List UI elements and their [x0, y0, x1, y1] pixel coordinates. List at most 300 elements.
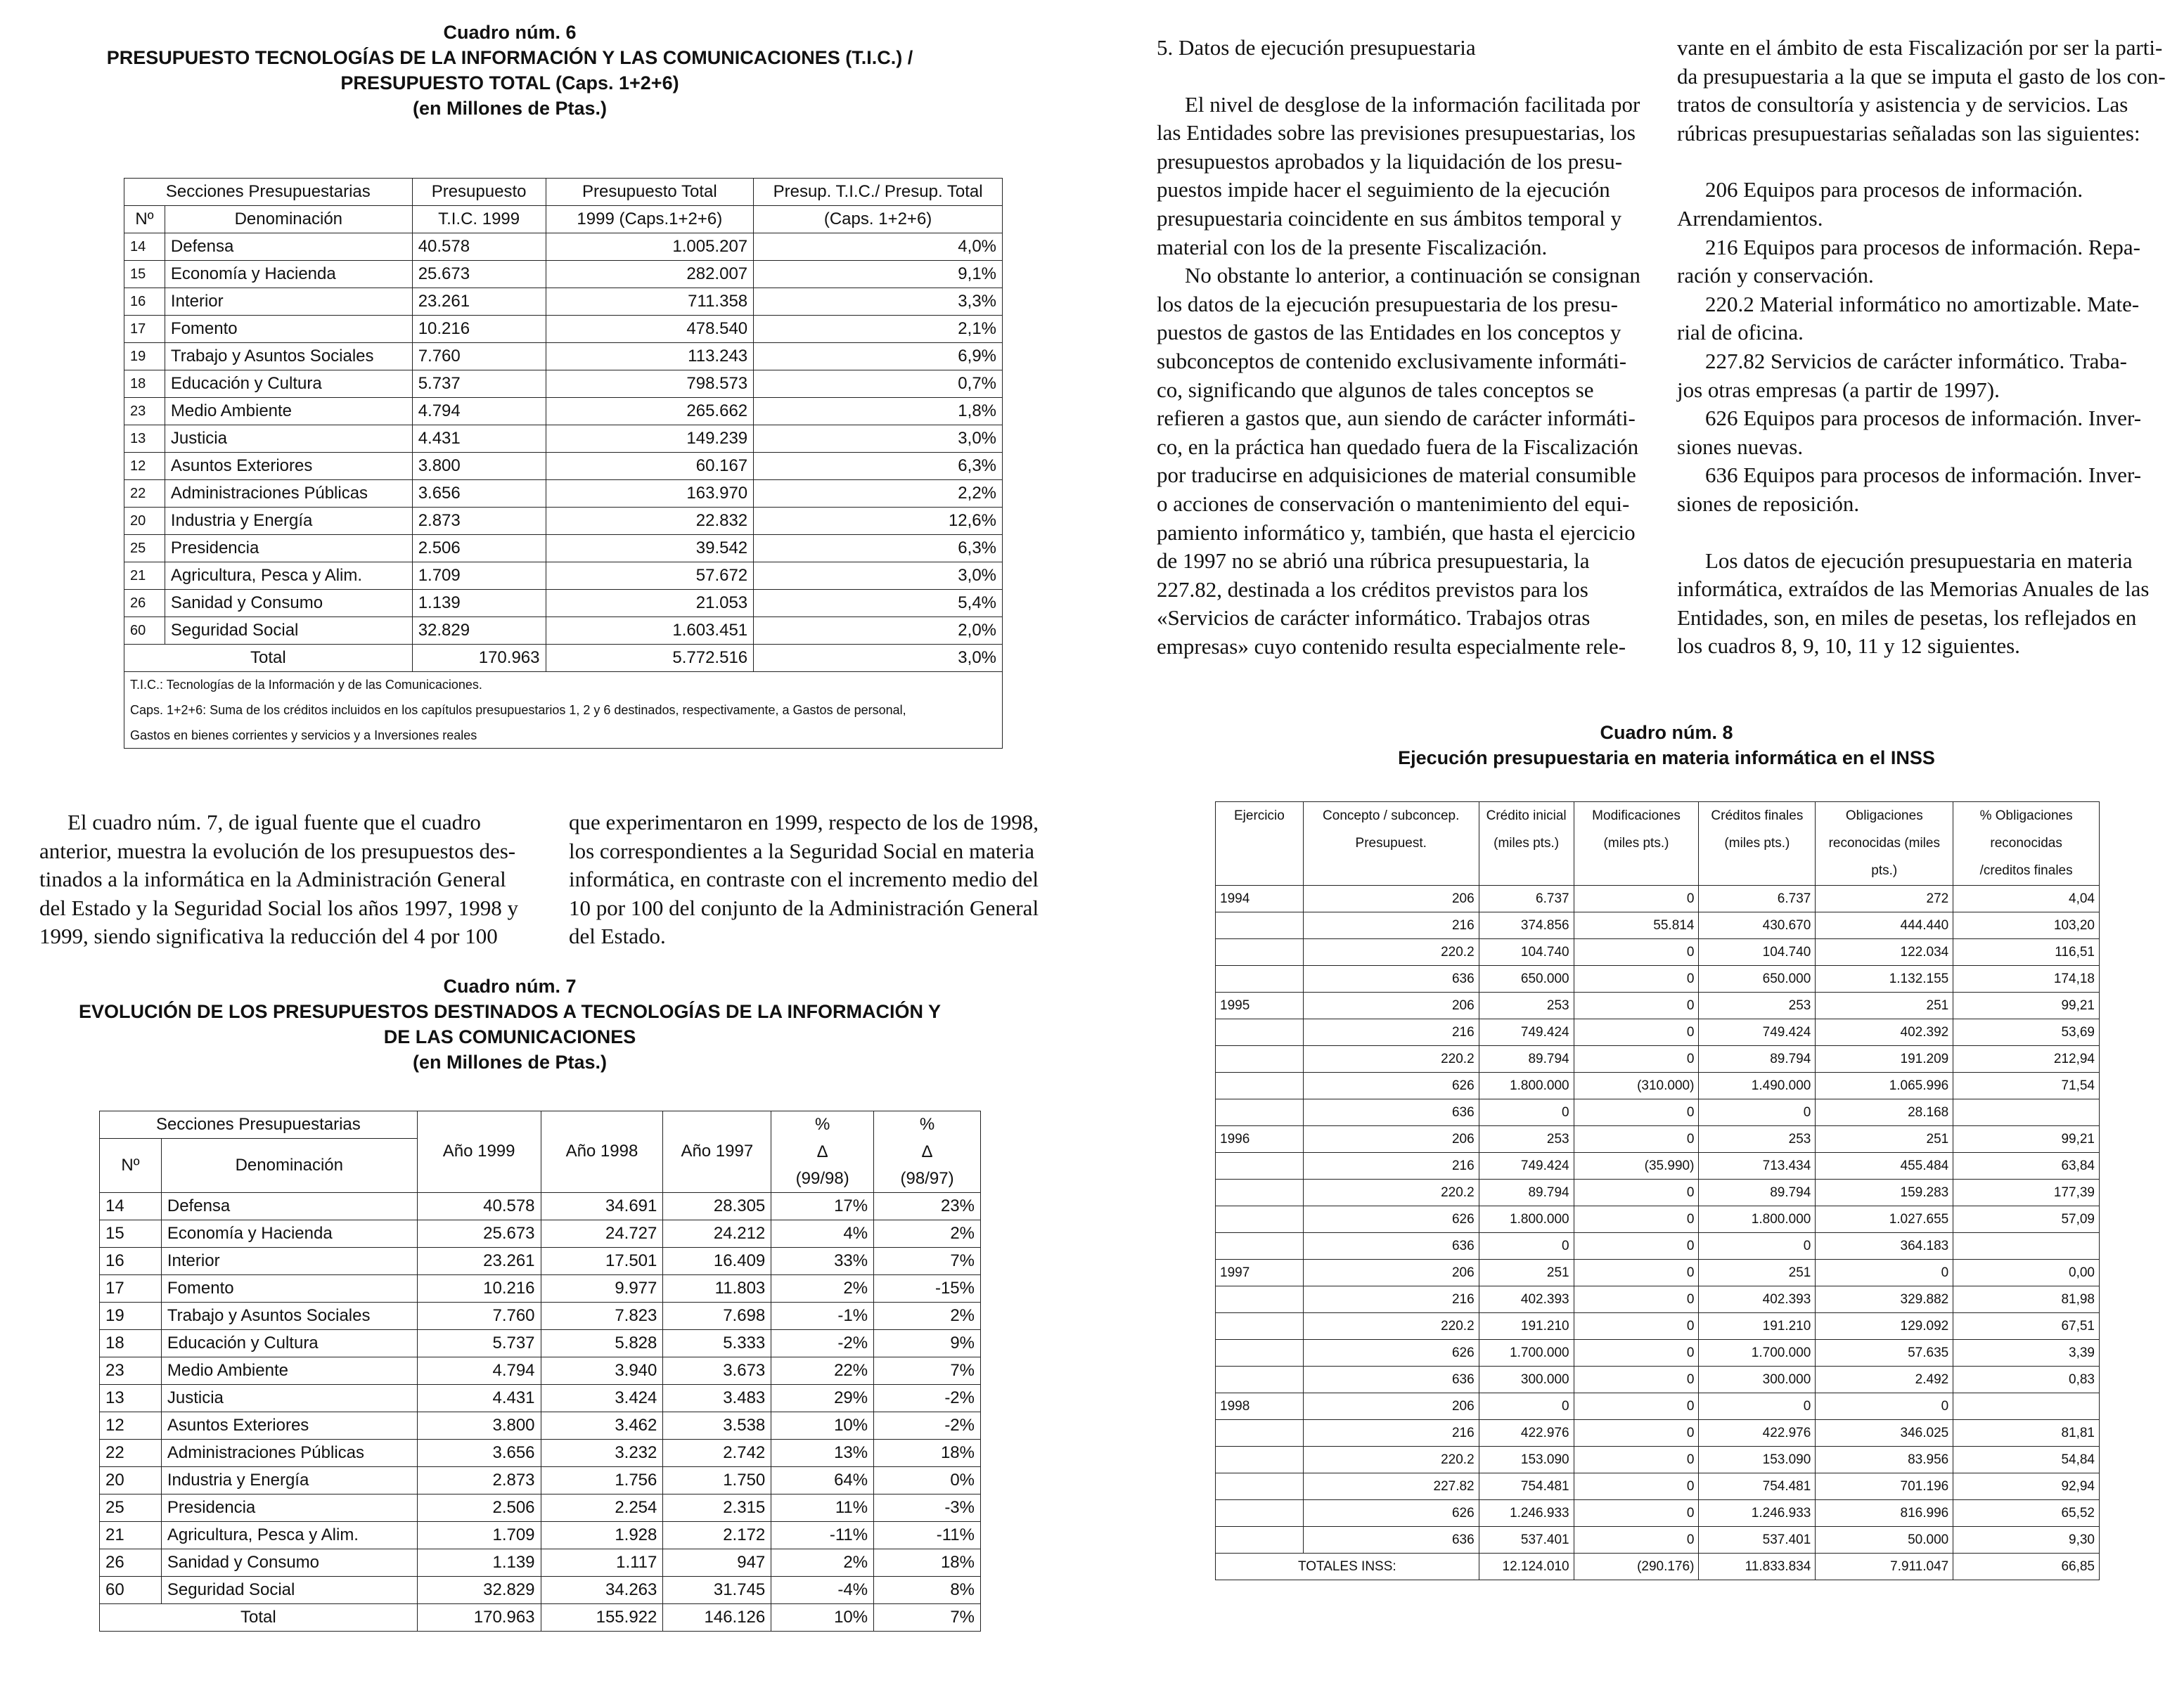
- table-row: [1216, 1447, 2100, 1473]
- table-cell: 22%: [771, 1357, 874, 1384]
- table-row: [100, 1576, 981, 1603]
- text-line: tinados a la informática en la Administración General: [39, 867, 506, 892]
- table-cell: 4.431: [412, 425, 546, 453]
- table-cell: 212,94: [1953, 1046, 2100, 1073]
- table-cell: 0: [1574, 1447, 1699, 1473]
- table-cell: 1.246.933: [1479, 1500, 1574, 1527]
- table-cell: 99,21: [1953, 993, 2100, 1019]
- table-row: [124, 590, 1003, 617]
- table-cell: 0: [1574, 1260, 1699, 1286]
- section5-column-2: [1677, 34, 2169, 661]
- table-cell: Administraciones Públicas: [165, 480, 412, 508]
- table-cell: 0: [1574, 1019, 1699, 1046]
- table-cell: 17.501: [541, 1247, 663, 1274]
- text-line: Entidades, son, en miles de pesetas, los reflejados en: [1677, 605, 2137, 630]
- table-cell: 10.216: [412, 316, 546, 343]
- table-note: Gastos en bienes corrientes y servicios y a Inversiones reales: [124, 723, 1003, 749]
- table-cell: 3,3%: [754, 288, 1003, 316]
- table-cell: 191.209: [1816, 1046, 1953, 1073]
- table-row: [124, 261, 1003, 288]
- column-header: %: [874, 1111, 981, 1139]
- table-cell: 0: [1574, 1046, 1699, 1073]
- table-cell: 63,84: [1953, 1153, 2100, 1180]
- table-row: [100, 1384, 981, 1412]
- table-cell: 749.424: [1699, 1019, 1816, 1046]
- table-cell: 374.856: [1479, 912, 1574, 939]
- text-line: de 1997 no se abrió una rúbrica presupuestaria, la: [1157, 548, 1590, 574]
- table-cell: 7%: [874, 1603, 981, 1631]
- table-row: [1216, 1099, 2100, 1126]
- text-line: o acciones de conservación o mantenimiento del equi-: [1157, 491, 1630, 516]
- table-cell: 57.672: [546, 562, 754, 590]
- column-header: Secciones Presupuestarias: [124, 179, 413, 206]
- table-cell: [1216, 1180, 1304, 1206]
- cuadro7-title-line: (en Millones de Ptas.): [412, 1052, 608, 1073]
- table-cell: 636: [1303, 1527, 1479, 1554]
- text-line: presupuestos aprobados y la liquidación de los presu-: [1157, 148, 1623, 174]
- table-cell: 9,1%: [754, 261, 1003, 288]
- table-row: [100, 1357, 981, 1384]
- table-row: [124, 316, 1003, 343]
- table-cell: Defensa: [165, 233, 412, 261]
- table-cell: 18: [124, 370, 165, 398]
- text-line: subconceptos de contenido exclusivamente informáti-: [1157, 348, 1627, 373]
- table-row: [100, 1494, 981, 1521]
- table-cell: 1.700.000: [1479, 1340, 1574, 1367]
- table-cell: 2.492: [1816, 1367, 1953, 1393]
- table-cell: 18%: [874, 1439, 981, 1466]
- table-cell: 265.662: [546, 398, 754, 425]
- table-cell: 23.261: [417, 1247, 541, 1274]
- table-cell: 8%: [874, 1576, 981, 1603]
- table-cell: [1216, 1420, 1304, 1447]
- table-cell: Educación y Cultura: [165, 370, 412, 398]
- table-cell: 23.261: [412, 288, 546, 316]
- table-cell: 206: [1303, 1126, 1479, 1153]
- table-cell: [1216, 1046, 1304, 1073]
- table-cell: -11%: [874, 1521, 981, 1549]
- table-cell: (290.176): [1574, 1554, 1699, 1580]
- text-line: 227.82, destinada a los créditos previstos para los: [1157, 576, 1588, 602]
- table-cell: -4%: [771, 1576, 874, 1603]
- table-cell: -11%: [771, 1521, 874, 1549]
- column-header: Denominación: [165, 206, 412, 233]
- table-row: [124, 398, 1003, 425]
- table-cell: 220.2: [1303, 1180, 1479, 1206]
- table-cell: 15: [124, 261, 165, 288]
- table-cell: 153.090: [1479, 1447, 1574, 1473]
- table-cell: 14: [124, 233, 165, 261]
- table-cell: 81,98: [1953, 1286, 2100, 1313]
- table-cell: 626: [1303, 1073, 1479, 1099]
- table-cell: 60: [100, 1576, 162, 1603]
- table-cell: 3.538: [663, 1412, 771, 1439]
- column-header: (98/97): [874, 1166, 981, 1193]
- column-header-line: Créditos finales: [1711, 808, 1804, 823]
- cuadro7-title: [77, 974, 942, 1075]
- table-cell: 89.794: [1479, 1180, 1574, 1206]
- table-cell: 4.794: [412, 398, 546, 425]
- table-cell: 104.740: [1699, 939, 1816, 966]
- cuadro6-title-line: PRESUPUESTO TECNOLOGÍAS DE LA INFORMACIÓN Y LAS COMUNICACIONES (T.I.C.) /: [106, 47, 913, 68]
- cuadro8-title: [1209, 720, 2124, 770]
- table-cell: 25.673: [417, 1220, 541, 1247]
- column-header: [1699, 802, 1816, 886]
- cuadro6-title-line: PRESUPUESTO TOTAL (Caps. 1+2+6): [340, 72, 679, 93]
- table-cell: 3,0%: [754, 562, 1003, 590]
- cuadro6-title: [77, 20, 942, 121]
- table-cell: Trabajo y Asuntos Sociales: [161, 1302, 417, 1329]
- rubrica-line: 626 Equipos para procesos de información. Inver-: [1705, 406, 2142, 431]
- table-cell: 177,39: [1953, 1180, 2100, 1206]
- table-cell: [1216, 1367, 1304, 1393]
- table-cell: Economía y Hacienda: [165, 261, 412, 288]
- text-line: «Servicios de carácter informático. Trabajos otras: [1157, 605, 1591, 631]
- table-cell: 364.183: [1816, 1233, 1953, 1260]
- table-cell: 1.928: [541, 1521, 663, 1549]
- table-cell: 3.656: [417, 1439, 541, 1466]
- table-cell: 66,85: [1953, 1554, 2100, 1580]
- table-cell: 0: [1574, 1286, 1699, 1313]
- table-cell: 0: [1479, 1233, 1574, 1260]
- table-cell: 220.2: [1303, 1447, 1479, 1473]
- table-note-row: [124, 672, 1003, 698]
- table-cell: [1216, 1447, 1304, 1473]
- table-cell: 31.745: [663, 1576, 771, 1603]
- table-cell: 947: [663, 1549, 771, 1576]
- table-cell: 10.216: [417, 1274, 541, 1302]
- table-cell: 10%: [771, 1412, 874, 1439]
- table-cell: 206: [1303, 1393, 1479, 1420]
- table-cell: Sanidad y Consumo: [161, 1549, 417, 1576]
- table-cell: 3.656: [412, 480, 546, 508]
- table-cell: 402.393: [1699, 1286, 1816, 1313]
- table-row: [1216, 1046, 2100, 1073]
- table-cell: 29%: [771, 1384, 874, 1412]
- table-cell: 21: [100, 1521, 162, 1549]
- table-cell: 1.005.207: [546, 233, 754, 261]
- table-cell: 2.506: [412, 535, 546, 562]
- table-cell: 1.246.933: [1699, 1500, 1816, 1527]
- table-cell: 422.976: [1479, 1420, 1574, 1447]
- text-line: da presupuestaria a la que se imputa el gasto de los con-: [1677, 63, 2166, 89]
- table-cell: [1216, 1099, 1304, 1126]
- table-row: [124, 425, 1003, 453]
- table-row: [100, 1247, 981, 1274]
- table-cell: 155.922: [541, 1603, 663, 1631]
- table-cell: 0: [1574, 1126, 1699, 1153]
- table-cell: 54,84: [1953, 1447, 2100, 1473]
- table-row: [1216, 1500, 2100, 1527]
- table-cell: 2.172: [663, 1521, 771, 1549]
- table-cell: 430.670: [1699, 912, 1816, 939]
- text-line: los datos de la ejecución presupuestaria de los presu-: [1157, 291, 1618, 316]
- rubrica-line: rial de oficina.: [1677, 320, 1804, 345]
- table-cell: 23: [100, 1357, 162, 1384]
- table-cell: 749.424: [1479, 1153, 1574, 1180]
- table-cell: Justicia: [165, 425, 412, 453]
- rubrica-line: 206 Equipos para procesos de información.: [1705, 177, 2083, 202]
- table-cell: 4.431: [417, 1384, 541, 1412]
- table-cell: 5.772.516: [546, 645, 754, 672]
- table-note: Caps. 1+2+6: Suma de los créditos incluidos en los capítulos presupuestarios 1, 2 y 6 destinados, respectivamente, a Gastos de personal,: [124, 697, 1003, 723]
- text-line: del Estado y la Seguridad Social los años 1997, 1998 y: [39, 895, 519, 920]
- column-header: T.I.C. 1999: [412, 206, 546, 233]
- table-cell: 20: [100, 1466, 162, 1494]
- table-cell: 6.737: [1479, 886, 1574, 912]
- table-cell: 2.315: [663, 1494, 771, 1521]
- column-header-line: Presupuest.: [1355, 836, 1427, 851]
- table-header-row: [124, 179, 1003, 206]
- table-cell: 206: [1303, 886, 1479, 912]
- column-header-line: pts.): [1871, 863, 1898, 878]
- rubrica-line: 216 Equipos para procesos de información. Repa-: [1705, 234, 2140, 259]
- table-cell: 92,94: [1953, 1473, 2100, 1500]
- table-cell: 5.828: [541, 1329, 663, 1357]
- text-line: presupuestaria coincidente en sus ámbitos temporal y: [1157, 205, 1622, 231]
- table-row: [1216, 1153, 2100, 1180]
- table-cell: 1.700.000: [1699, 1340, 1816, 1367]
- cuadro7-title-line: EVOLUCIÓN DE LOS PRESUPUESTOS DESTINADOS A TECNOLOGÍAS DE LA INFORMACIÓN Y: [78, 1001, 942, 1022]
- table-cell: 272: [1816, 886, 1953, 912]
- text-line: del Estado.: [569, 924, 666, 949]
- table-cell: 16: [100, 1247, 162, 1274]
- text-line: tratos de consultoría y asistencia y de servicios. Las: [1677, 92, 2128, 117]
- cuadro8-title-line: Ejecución presupuestaria en materia informática en el INSS: [1398, 747, 1935, 768]
- table-cell: 253: [1479, 1126, 1574, 1153]
- table-header-row: [1216, 802, 2100, 886]
- table-total-row: [100, 1603, 981, 1631]
- table-cell: 0: [1574, 1420, 1699, 1447]
- table-cell: 5,4%: [754, 590, 1003, 617]
- table-cell: 1.139: [412, 590, 546, 617]
- table-cell: 34.691: [541, 1192, 663, 1220]
- table-cell: 0: [1574, 1500, 1699, 1527]
- table-cell: 1.139: [417, 1549, 541, 1576]
- table-cell: [1216, 1286, 1304, 1313]
- table-cell: 626: [1303, 1500, 1479, 1527]
- table-cell: 2%: [771, 1549, 874, 1576]
- table-cell: 636: [1303, 1233, 1479, 1260]
- total-label: Total: [124, 645, 413, 672]
- table-cell: 24.212: [663, 1220, 771, 1247]
- column-header: [1816, 802, 1953, 886]
- table-cell: 9,30: [1953, 1527, 2100, 1554]
- table-cell: 22: [100, 1439, 162, 1466]
- table-cell: Agricultura, Pesca y Alim.: [161, 1521, 417, 1549]
- table-cell: 13: [124, 425, 165, 453]
- table-cell: 206: [1303, 993, 1479, 1019]
- table-cell: 0: [1574, 1206, 1699, 1233]
- table-cell: -3%: [874, 1494, 981, 1521]
- table-cell: 3,0%: [754, 645, 1003, 672]
- table-cell: 3.232: [541, 1439, 663, 1466]
- table-cell: 0: [1574, 939, 1699, 966]
- table-row: [1216, 1420, 2100, 1447]
- table-row: [124, 508, 1003, 535]
- table-cell: 626: [1303, 1206, 1479, 1233]
- table-cell: Sanidad y Consumo: [165, 590, 412, 617]
- table-cell: 2%: [874, 1302, 981, 1329]
- table-cell: 1.709: [412, 562, 546, 590]
- paragraph: [1677, 547, 2169, 661]
- column-header: Nº: [124, 206, 165, 233]
- text-line: material con los de la presente Fiscalización.: [1157, 234, 1548, 259]
- table-cell: [1216, 912, 1304, 939]
- table-cell: 3.940: [541, 1357, 663, 1384]
- column-header: Secciones Presupuestarias: [100, 1111, 418, 1139]
- table-cell: 1.750: [663, 1466, 771, 1494]
- column-header: Año 1997: [663, 1111, 771, 1193]
- table-cell: 10%: [771, 1603, 874, 1631]
- table-cell: 103,20: [1953, 912, 2100, 939]
- table-cell: -2%: [874, 1384, 981, 1412]
- table-cell: 60.167: [546, 453, 754, 480]
- table-cell: [1216, 939, 1304, 966]
- table-row: [100, 1274, 981, 1302]
- table-cell: Industria y Energía: [165, 508, 412, 535]
- column-header-line: Crédito inicial: [1486, 808, 1567, 823]
- table-cell: 3.424: [541, 1384, 663, 1412]
- rubrica-line: 227.82 Servicios de carácter informático. Traba-: [1705, 348, 2128, 373]
- table-cell: 7.760: [417, 1302, 541, 1329]
- table-cell: 28.168: [1816, 1099, 1953, 1126]
- table-cell: 23: [124, 398, 165, 425]
- table-cell: 4,04: [1953, 886, 2100, 912]
- text-line: co, significando que algunos de tales conceptos se: [1157, 377, 1594, 402]
- table-cell: [1953, 1099, 2100, 1126]
- table-cell: 16.409: [663, 1247, 771, 1274]
- column-header: %: [771, 1111, 874, 1139]
- cuadro7-intro-left: [39, 808, 542, 951]
- text-line: No obstante lo anterior, a continuación se consignan: [1185, 263, 1640, 288]
- table-cell: 34.263: [541, 1576, 663, 1603]
- paragraph: [1157, 262, 1649, 661]
- table-cell: 251: [1699, 1260, 1816, 1286]
- column-header-line: /creditos finales: [1979, 863, 2073, 878]
- table-cell: 216: [1303, 1153, 1479, 1180]
- table-cell: 6,9%: [754, 343, 1003, 370]
- table-cell: 81,81: [1953, 1420, 2100, 1447]
- table-row: [124, 233, 1003, 261]
- table-row: [1216, 1367, 2100, 1393]
- table-cell: 159.283: [1816, 1180, 1953, 1206]
- table-row: [1216, 1126, 2100, 1153]
- column-header: [1303, 802, 1479, 886]
- rubrica-line: 636 Equipos para procesos de información. Inver-: [1705, 463, 2142, 488]
- table-cell: 1.490.000: [1699, 1073, 1816, 1099]
- table-cell: 251: [1479, 1260, 1574, 1286]
- cuadro6-table: [124, 178, 1003, 749]
- table-cell: 0,7%: [754, 370, 1003, 398]
- table-cell: 32.829: [417, 1576, 541, 1603]
- table-cell: 163.970: [546, 480, 754, 508]
- table-cell: 14: [100, 1192, 162, 1220]
- column-header: Δ: [874, 1139, 981, 1166]
- column-header: Año 1998: [541, 1111, 663, 1193]
- table-cell: 0: [1574, 1233, 1699, 1260]
- table-cell: 26: [124, 590, 165, 617]
- column-header: Denominación: [161, 1139, 417, 1193]
- table-cell: 5.737: [412, 370, 546, 398]
- table-cell: 7.760: [412, 343, 546, 370]
- table-cell: 402.393: [1479, 1286, 1574, 1313]
- column-header: Año 1999: [417, 1111, 541, 1193]
- table-cell: 4.794: [417, 1357, 541, 1384]
- table-cell: [1216, 1340, 1304, 1367]
- table-cell: 149.239: [546, 425, 754, 453]
- table-cell: 227.82: [1303, 1473, 1479, 1500]
- table-cell: 1994: [1216, 886, 1304, 912]
- table-cell: 17%: [771, 1192, 874, 1220]
- table-cell: 220.2: [1303, 1313, 1479, 1340]
- table-cell: 0: [1479, 1099, 1574, 1126]
- table-cell: 0: [1574, 1313, 1699, 1340]
- text-line: 1999, siendo significativa la reducción del 4 por 100: [39, 924, 498, 949]
- table-cell: 537.401: [1479, 1527, 1574, 1554]
- table-cell: Medio Ambiente: [161, 1357, 417, 1384]
- table-cell: 0,00: [1953, 1260, 2100, 1286]
- table-cell: 40.578: [412, 233, 546, 261]
- table-cell: Seguridad Social: [165, 617, 412, 645]
- table-cell: Asuntos Exteriores: [161, 1412, 417, 1439]
- text-line: puestos impide hacer el seguimiento de la ejecución: [1157, 177, 1610, 202]
- table-cell: 3,0%: [754, 425, 1003, 453]
- column-header: Presup. T.I.C./ Presup. Total: [754, 179, 1003, 206]
- column-header-line: Concepto / subconcep.: [1323, 808, 1460, 823]
- table-cell: 26: [100, 1549, 162, 1576]
- table-cell: 6,3%: [754, 535, 1003, 562]
- table-cell: 15: [100, 1220, 162, 1247]
- table-cell: 0: [1574, 1527, 1699, 1554]
- paragraph: [1157, 91, 1649, 262]
- table-cell: [1216, 1206, 1304, 1233]
- table-cell: 19: [124, 343, 165, 370]
- table-cell: 57.635: [1816, 1340, 1953, 1367]
- table-cell: 13: [100, 1384, 162, 1412]
- cuadro8-table: [1215, 801, 2100, 1580]
- table-cell: 282.007: [546, 261, 754, 288]
- rubrica-line: ración y conservación.: [1677, 263, 1874, 288]
- cuadro8-title-line: Cuadro núm. 8: [1600, 722, 1733, 743]
- table-cell: 1.603.451: [546, 617, 754, 645]
- table-cell: Administraciones Públicas: [161, 1439, 417, 1466]
- table-cell: 1.027.655: [1816, 1206, 1953, 1233]
- rubrica-line: 220.2 Material informático no amortizable. Mate-: [1705, 291, 2140, 316]
- table-cell: Asuntos Exteriores: [165, 453, 412, 480]
- cuadro7-title-line: Cuadro núm. 7: [443, 976, 577, 997]
- table-cell: 253: [1699, 1126, 1816, 1153]
- table-cell: 113.243: [546, 343, 754, 370]
- table-cell: 13%: [771, 1439, 874, 1466]
- column-header-line: Modificaciones: [1592, 808, 1681, 823]
- table-cell: 216: [1303, 1019, 1479, 1046]
- table-cell: 1,8%: [754, 398, 1003, 425]
- table-cell: 146.126: [663, 1603, 771, 1631]
- table-cell: 24.727: [541, 1220, 663, 1247]
- table-row: [1216, 1260, 2100, 1286]
- table-row: [100, 1302, 981, 1329]
- table-cell: 12,6%: [754, 508, 1003, 535]
- table-cell: 3.800: [412, 453, 546, 480]
- table-cell: 0: [1574, 1099, 1699, 1126]
- table-cell: [1216, 966, 1304, 993]
- text-line: por traducirse en adquisiciones de material consumible: [1157, 463, 1636, 488]
- table-cell: 33%: [771, 1247, 874, 1274]
- table-cell: 0: [1574, 993, 1699, 1019]
- table-cell: 402.392: [1816, 1019, 1953, 1046]
- table-cell: 1996: [1216, 1126, 1304, 1153]
